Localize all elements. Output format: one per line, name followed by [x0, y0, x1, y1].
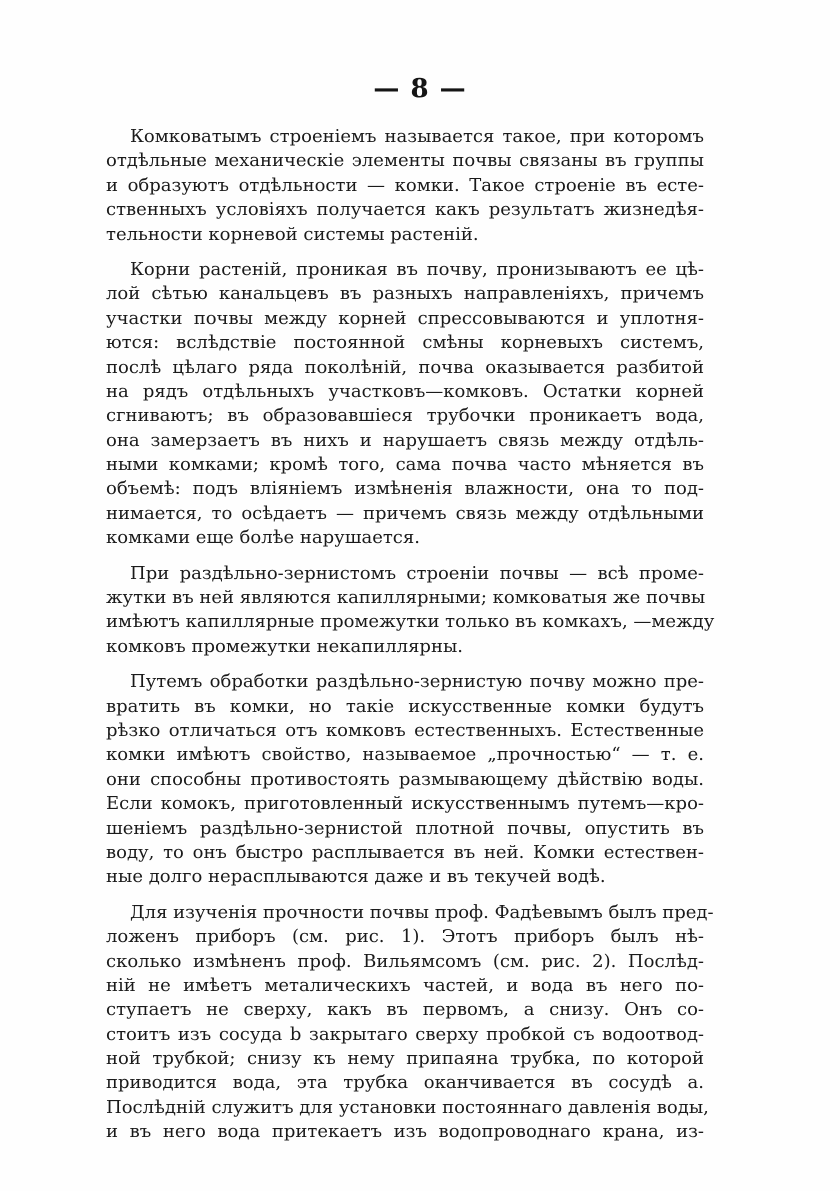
- text-line: тельности корневой системы растеній.: [106, 223, 479, 245]
- text-line: отдѣльные механическіе элементы почвы связаны въ группы: [106, 150, 704, 172]
- text-line: Комковатымъ строеніемъ называется такое, при которомъ: [130, 126, 704, 147]
- text-line: она замерзаетъ въ нихъ и нарушаетъ связь между отдѣль-: [106, 429, 704, 451]
- text-line: комками еще болѣе нарушается.: [106, 527, 420, 549]
- text-line: ной трубкой; снизу къ нему припаяна трубка, по которой: [106, 1048, 704, 1070]
- text-line: послѣ цѣлаго ряда поколѣній, почва оказывается разбитой: [106, 356, 704, 378]
- text-line: ются: вслѣдствіе постоянной смѣны корневыхъ системъ,: [106, 332, 704, 354]
- text-line: воду, то онъ быстро расплывается въ ней. Комки естествен-: [106, 841, 704, 863]
- text-line: имѣютъ капиллярные промежутки только въ комкахъ, —между: [106, 611, 715, 633]
- text-line: объемѣ: подъ вліяніемъ измѣненія влажности, она то под-: [106, 478, 704, 500]
- text-line: нимается, то осѣдаетъ — причемъ связь между отдѣльными: [106, 502, 704, 524]
- text-line: сгниваютъ; въ образовавшіеся трубочки проникаетъ вода,: [106, 405, 704, 427]
- text-line: Если комокъ, приготовленный искусственнымъ путемъ—кро-: [106, 793, 704, 815]
- text-line: ложенъ приборъ (см. рис. 1). Этотъ приборъ былъ нѣ-: [106, 926, 704, 948]
- text-line: комковъ промежутки некапиллярны.: [106, 635, 463, 657]
- text-line: и въ него вода притекаетъ изъ водопроводнаго крана, из-: [106, 1121, 704, 1143]
- text-line: Корни растеній, проникая въ почву, пронизываютъ ее цѣ-: [130, 258, 704, 280]
- text-line: ній не имѣетъ металическихъ частей, и вода въ него по-: [106, 974, 704, 996]
- text-line: шеніемъ раздѣльно-зернистой плотной почвы, опустить въ: [106, 817, 704, 839]
- text-line: комки имѣютъ свойство, называемое „прочностью“ — т. е.: [106, 744, 704, 766]
- text-line: сколько измѣненъ проф. Вильямсомъ (см. рис. 2). Послѣд-: [106, 950, 704, 972]
- paragraph-1: [106, 125, 704, 247]
- text-line: жутки въ ней являются капиллярными; комковатыя же почвы: [106, 587, 706, 609]
- text-line: и образуютъ отдѣльности — комки. Такое строеніе въ есте-: [106, 174, 704, 196]
- paragraph-2: [106, 258, 704, 551]
- text-line: При раздѣльно-зернистомъ строеніи почвы — всѣ проме-: [130, 562, 704, 584]
- text-line: Для изученія прочности почвы проф. Фадѣевымъ былъ пред-: [130, 901, 714, 923]
- text-line: Послѣдній служитъ для установки постояннаго давленія воды,: [106, 1096, 709, 1118]
- paragraph-5: [106, 901, 714, 1145]
- text-line: лой сѣтью канальцевъ въ разныхъ направленіяхъ, причемъ: [106, 283, 704, 305]
- paragraph-3: [106, 562, 715, 660]
- text-line: рѣзко отличаться отъ комковъ естественныхъ. Естественные: [106, 719, 704, 741]
- text-line: на рядъ отдѣльныхъ участковъ—комковъ. Остатки корней: [106, 380, 704, 402]
- paragraph-4: [106, 670, 704, 890]
- text-line: стоитъ изъ сосуда b закрытаго сверху пробкой съ водоотвод-: [106, 1023, 704, 1045]
- text-line: ственныхъ условіяхъ получается какъ результатъ жизнедѣя-: [106, 199, 704, 221]
- text-line: ступаетъ не сверху, какъ въ первомъ, а снизу. Онъ со-: [106, 999, 704, 1021]
- text-line: ные долго нерасплываются даже и въ текучей водѣ.: [106, 866, 606, 888]
- text-line: они способны противостоять размывающему дѣйствію воды.: [106, 768, 704, 790]
- text-line: вратить въ комки, но такіе искусственные комки будутъ: [106, 695, 704, 717]
- text-line: приводится вода, эта трубка оканчивается въ сосудѣ a.: [106, 1072, 704, 1094]
- text-line: участки почвы между корней спрессовываются и уплотня-: [106, 307, 704, 329]
- text-line: ными комками; кромѣ того, сама почва часто мѣняется въ: [106, 454, 704, 476]
- text-line: Путемъ обработки раздѣльно-зернистую почву можно пре-: [130, 671, 704, 693]
- body-text: [106, 125, 715, 1156]
- page-number: — 8 —: [373, 74, 467, 104]
